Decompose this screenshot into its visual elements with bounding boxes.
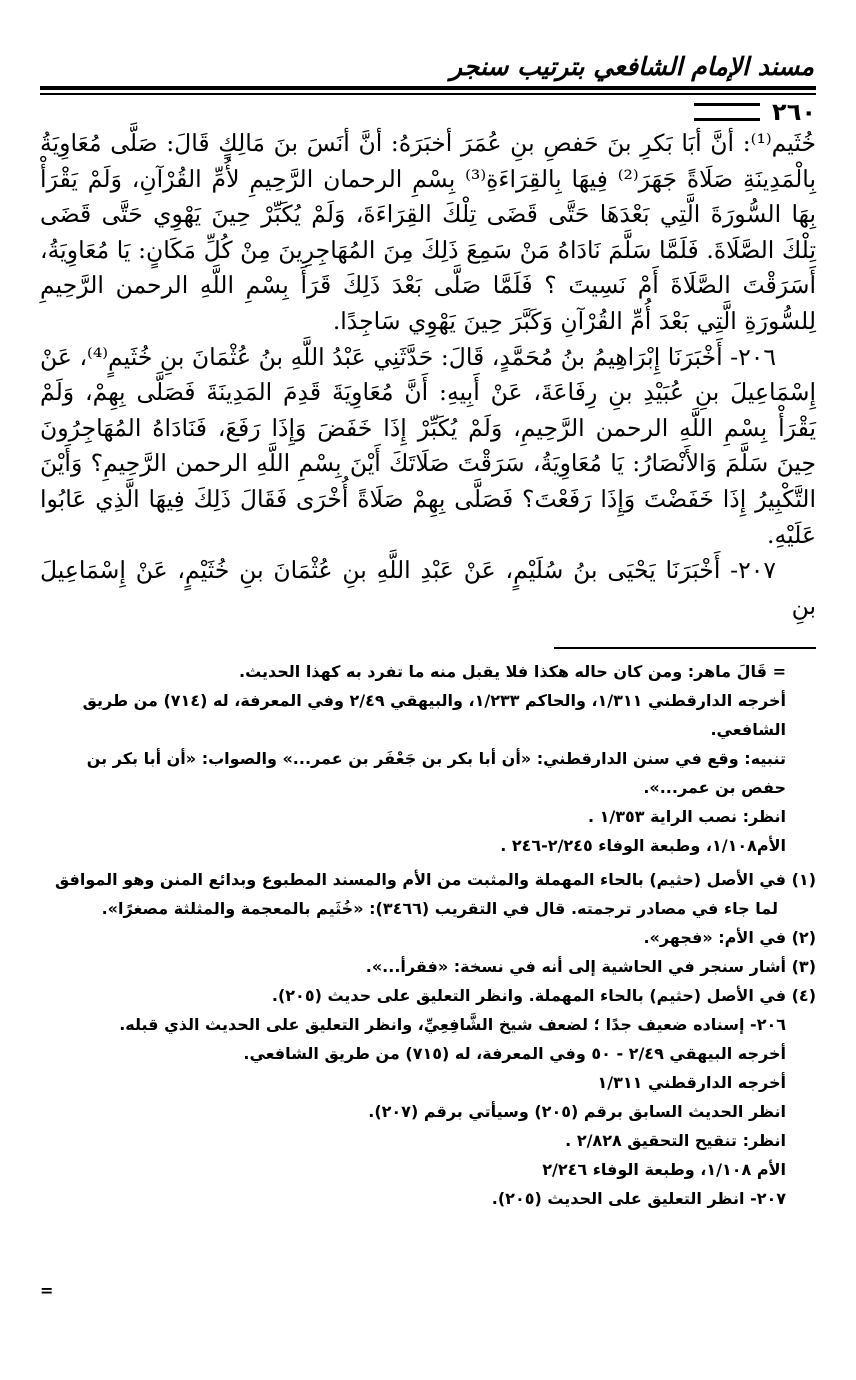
page-number-row (694, 100, 816, 124)
header-rule-thin (40, 93, 816, 95)
hadith-207: ٢٠٧- أَخْبَرَنَا يَحْيَى بنُ سُلَيْمٍ، عَنْ عَبْدِ اللَّهِ بنِ عُثْمَانَ بنِ خُثَيْمٍ، عَنْ إِسْمَاعِيلَ بنِ (40, 556, 816, 620)
commentary-line: أخرجه الدارقطني ١/٣١١، والحاكم ١/٢٣٣، والبيهقي ٢/٤٩ وفي المعرفة، له (٧١٤) من طريق الشافعي. (82, 691, 786, 739)
footnote-4: (٤) في الأصل (حثيم) بالحاء المهملة. وانظر التعليق على حديث (٢٠٥). (271, 986, 816, 1005)
takhrij-206-line: انظر: تنقيح التحقيق ٢/٨٢٨ . (565, 1131, 786, 1150)
footnote-2: (٢) في الأم: «فجهر». (643, 928, 816, 947)
commentary-line: الأم١/١٠٨، وطبعة الوفاء ٢/٢٤٥-٢٤٦ . (500, 836, 786, 855)
footnote-separator (554, 647, 816, 649)
running-header (40, 52, 816, 84)
header-rule-thick (40, 86, 816, 90)
continuation-mark: = (40, 1281, 54, 1300)
takhrij-206-heading: ٢٠٦- إسناده ضعيف جدًا ؛ لضعف شيخ الشَّافِعِيِّ، وانظر التعليق على الحديث الذي قبله. (119, 1015, 786, 1034)
takhrij-206-line: الأم ١/١٠٨، وطبعة الوفاء ٢/٢٤٦ (542, 1160, 786, 1179)
commentary-line: = قَالَ ماهر: ومن كان حاله هكذا فلا يقبل منه ما تفرد به كهذا الحديث. (238, 662, 786, 681)
takhrij-207-heading: ٢٠٧- انظر التعليق على الحديث (٢٠٥). (491, 1189, 786, 1208)
takhrij-206-line: أخرجه الدارقطني ١/٣١١ (597, 1073, 786, 1092)
page-number-ornament (694, 103, 760, 121)
commentary-line: انظر: نصب الراية ١/٣٥٣ . (587, 807, 786, 826)
book-title: مسند الإمام الشافعي بترتيب سنجر (450, 52, 814, 81)
hadith-205-continuation: خُثَيم⁽¹⁾: أنَّ أبَا بَكرِ بنَ حَفصِ بنِ عُمَرَ أخبَرَهُ: أنَّ أنَسَ بنَ مَالِكٍ قَالَ: صَلَّى مُعَاوِيَةُ بِالْمَدِينَةِ صَلَاةً جَهَرَ⁽²⁾ فِيهَا بِالقِرَاءَةِ⁽³⁾ بِسْمِ الرحمان الرَّحِيمِ لأُمِّ القُرْآنِ، وَلَمْ يَقْرَأْ بِهَا السُّورَةَ الَّتِي بَعْدَهَا حَتَّى قَضَى تِلْكَ القِرَاءَةَ، وَلَمْ يُكَبِّرْ حِينَ يَهْوِي حَتَّى قَضَى تِلْكَ الصَّلَاةَ. فَلَمَّا سَلَّمَ نَادَاهُ مَنْ سَمِعَ ذَلِكَ مِنَ المُهَاجِرِينَ مِنْ كُلِّ مَكَانٍ: يَا مُعَاوِيَةُ، أَسَرَقْتَ الصَّلَاةَ أَمْ نَسِيتَ ؟ فَلَمَّا صَلَّى بَعْدَ ذَلِكَ قَرَأَ بِسْمِ اللَّهِ الرحمن الرَّحِيمِ لِلسُّورَةِ الَّتِي بَعْدَ أُمِّ القُرْآنِ وَكَبَّرَ حِينَ يَهْوِي سَاجِدًا. (40, 129, 816, 335)
footnote-3: (٣) أشار سنجر في الحاشية إلى أنه في نسخة: «فقرأ...». (365, 957, 816, 976)
hadith-206: ٢٠٦- أَخْبَرَنَا إِبْرَاهِيمُ بنُ مُحَمَّدٍ، قَالَ: حَدَّثَنِي عَبْدُ اللَّهِ بنُ عُثْمَانَ بنِ خُثَيمٍ⁽⁴⁾، عَنْ إِسْمَاعِيلَ بنِ عُبَيْدِ بنِ رِفَاعَةَ، عَنْ أَبِيهِ: أَنَّ مُعَاوِيَةَ قَدِمَ المَدِينَةَ فَصَلَّى بِهِمْ، وَلَمْ يَقْرَأْ بِسْمِ اللَّهِ الرحمن الرَّحِيمِ، وَلَمْ يُكَبِّرْ إِذَا خَفَضَ وَإِذَا رَفَعَ، فَنَادَاهُ المُهَاجِرُونَ حِينَ سَلَّمَ وَالأَنْصَارُ: يَا مُعَاوِيَةُ، سَرَقْتَ صَلَاتَكَ أَيْنَ بِسْمِ اللَّهِ الرحمن الرَّحِيمِ؟ وَأَيْنَ التَّكْبِيرُ إِذَا خَفَضْتَ وَإِذَا رَفَعْتَ؟ فَصَلَّى بِهِمْ صَلَاةً أُخْرَى فَقَالَ ذَلِكَ فِيهَا الَّذِي عَابُوا عَلَيْهِ. (40, 342, 816, 549)
hadith-text (40, 126, 816, 624)
footnotes-area (40, 657, 816, 1213)
footnote-1: (١) في الأصل (حثيم) بالحاء المهملة والمثبت من الأم والمسند المطبوع وبدائع المنن وهو الموافق لما جاء في مصادر ترجمته. قال في التقريب (٣٤٦٦): «خُثَيم بالمعجمة والمثلثة مصغرًا». (54, 870, 816, 918)
takhrij-206-line: انظر الحديث السابق برقم (٢٠٥) وسيأتي برقم (٢٠٧). (368, 1102, 786, 1121)
page-number: ٢٦٠ (772, 98, 816, 126)
commentary-line: تنبيه: وقع في سنن الدارقطني: «أن أبا بكر بن جَعْفَر بن عمر...» والصواب: «أن أبا بكر بن حفص بن عمر...». (86, 749, 786, 797)
takhrij-206-line: أخرجه البيهقي ٢/٤٩ - ٥٠ وفي المعرفة، له (٧١٥) من طريق الشافعي. (243, 1044, 786, 1063)
